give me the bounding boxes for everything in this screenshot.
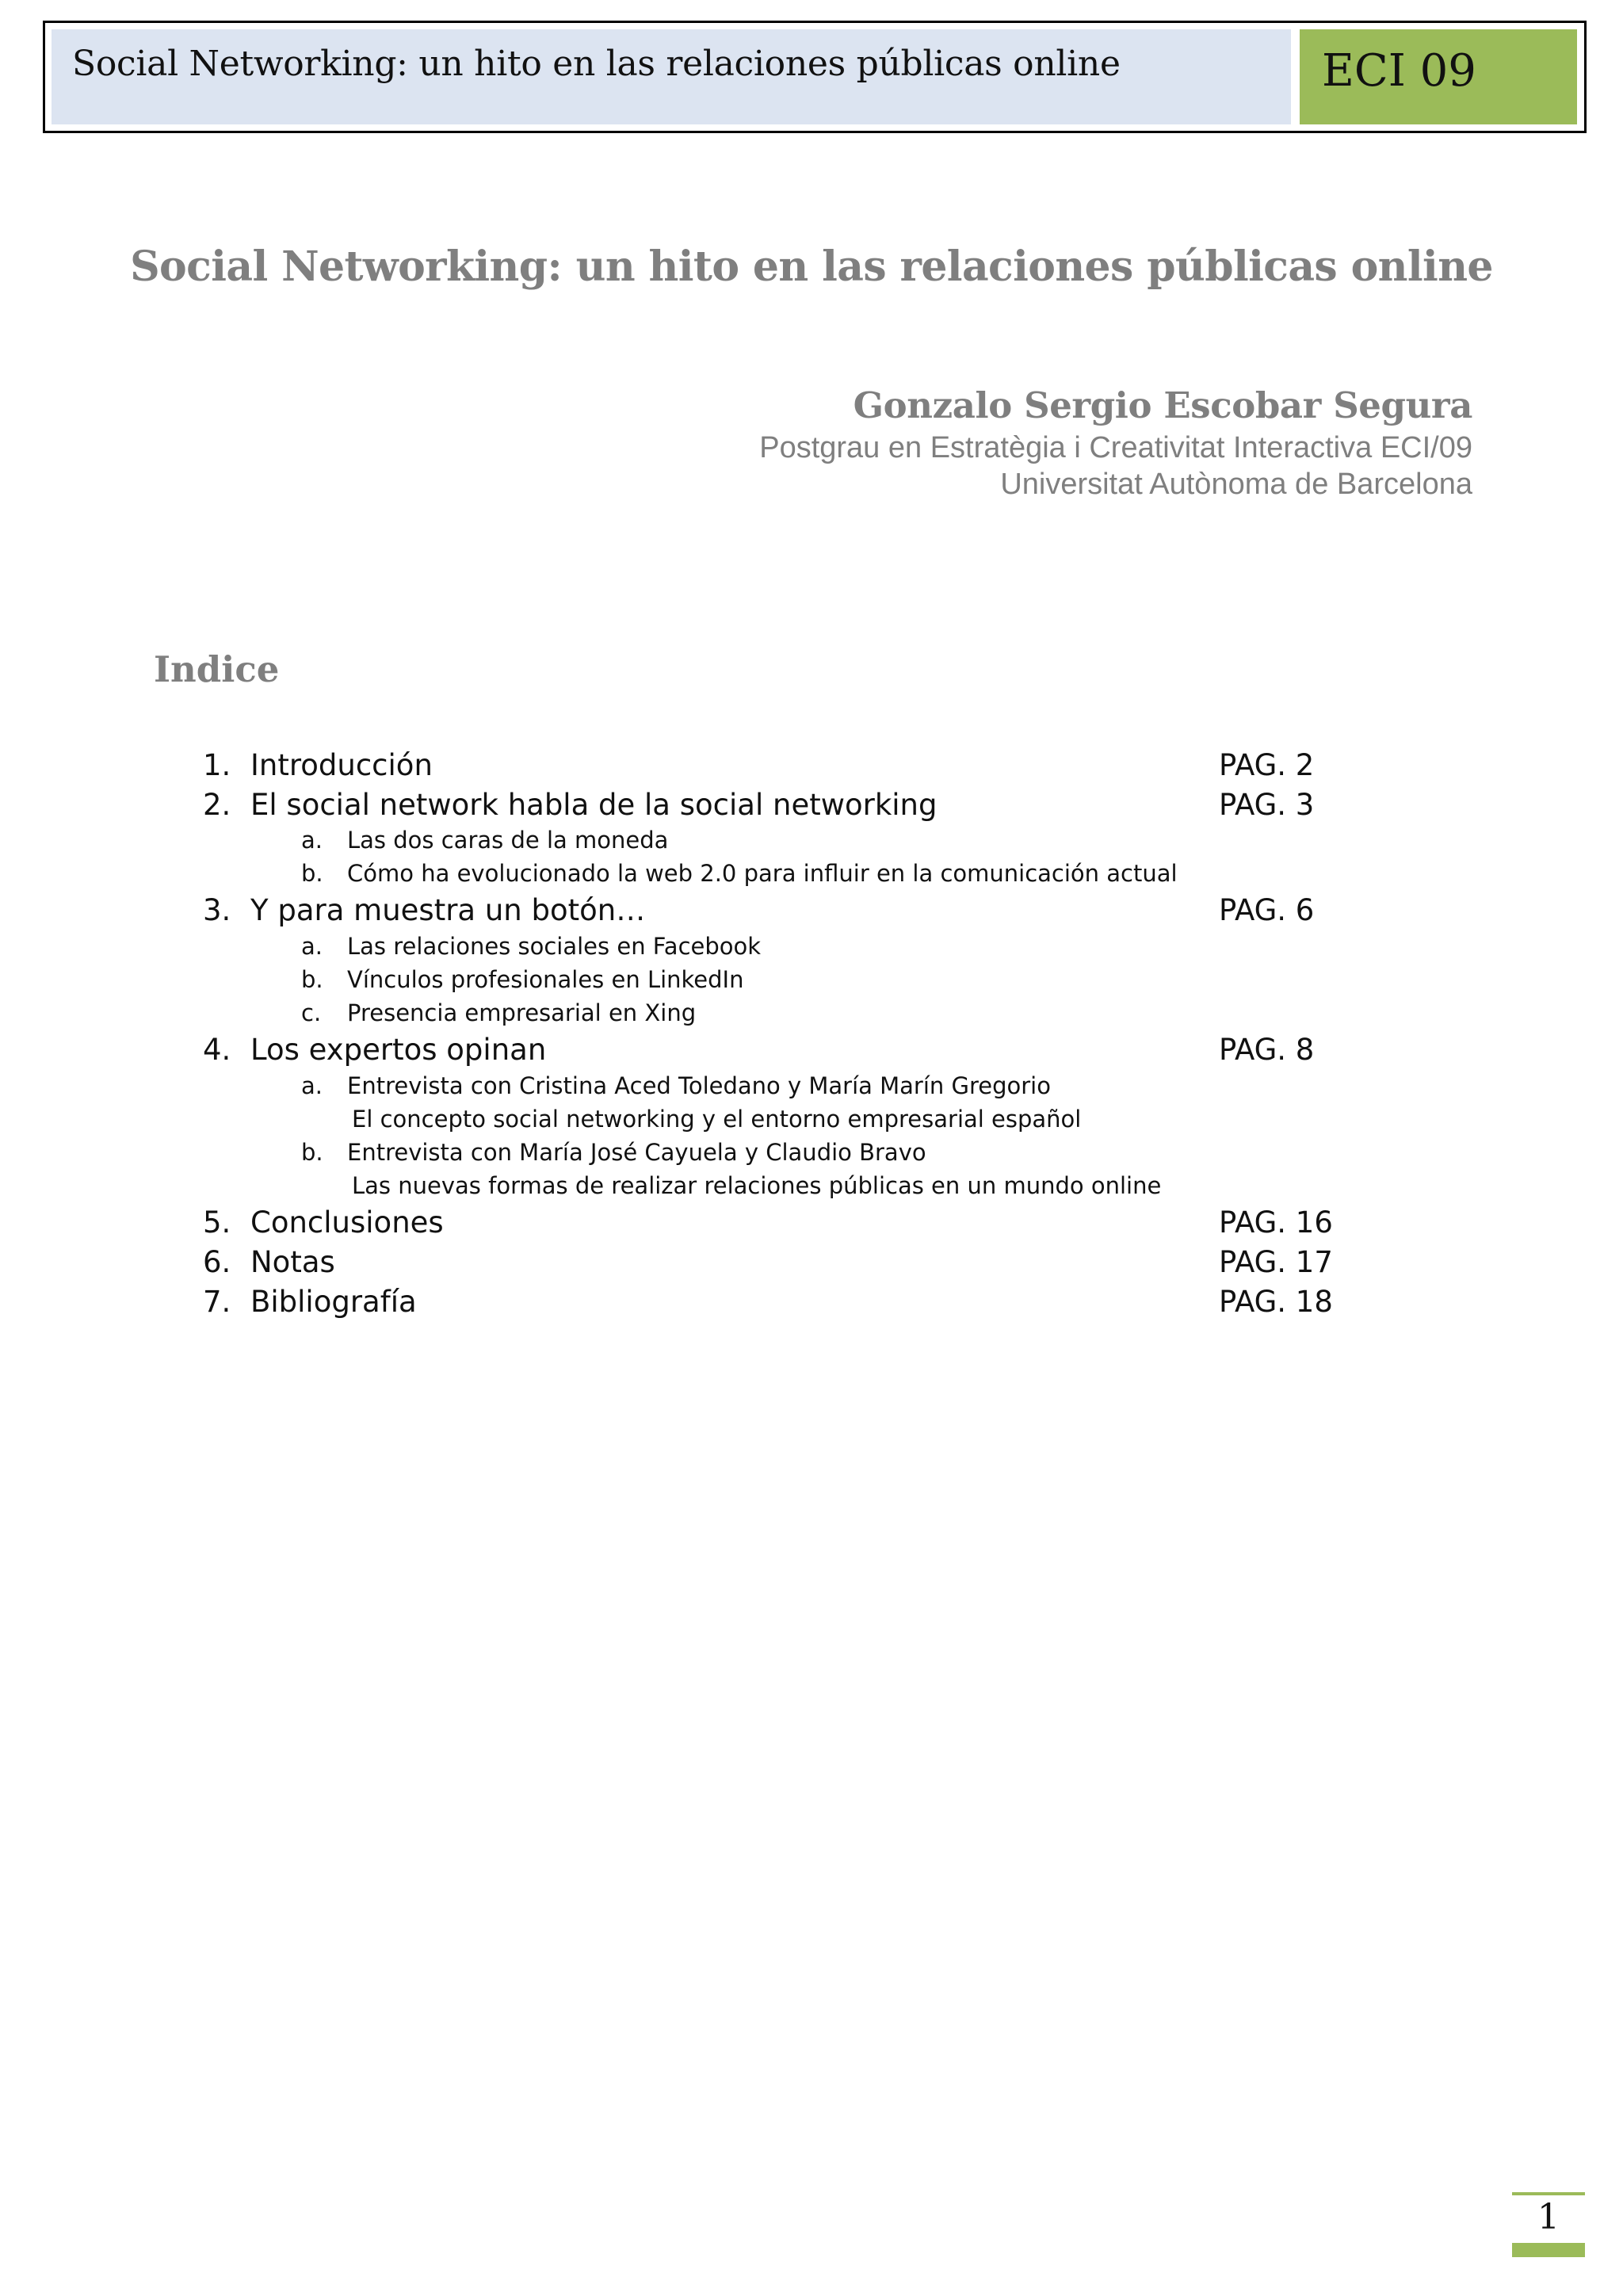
toc-sub-3a-label: Las relaciones sociales en Facebook [347,933,762,960]
toc-item-1-number: 1. [203,748,231,782]
toc-item-7-number: 7. [203,1285,231,1319]
toc-item-5-label: Conclusiones [250,1205,444,1240]
toc-sub-3c-label: Presencia empresarial en Xing [347,999,697,1026]
toc-sub-4a-letter: a. [301,1072,323,1099]
toc-item-7-page: PAG. 18 [1219,1285,1333,1319]
footer-rule-top [1512,2192,1585,2195]
footer-rule-bottom [1512,2243,1585,2257]
toc-item-2-number: 2. [203,788,231,822]
header-code: ECI 09 [1300,29,1577,124]
toc-sub-3b-letter: b. [301,966,323,993]
toc-item-4-page: PAG. 8 [1219,1033,1315,1067]
toc-sub-2a-letter: a. [301,827,323,854]
toc-sub-2b-letter: b. [301,860,323,887]
toc-sub-4a-label: Entrevista con Cristina Aced Toledano y María Marín Gregorio [347,1072,1051,1099]
header-title: Social Networking: un hito en las relaciones públicas online [52,29,1291,124]
toc-item-5-page: PAG. 16 [1219,1205,1333,1240]
program-name: Postgrau en Estratègia i Creativitat Interactiva ECI/09 [759,431,1472,464]
toc-sub-4b-letter: b. [301,1139,323,1166]
toc-sub-4b-detail: Las nuevas formas de realizar relaciones públicas en un mundo online [352,1172,1162,1199]
toc-item-4-number: 4. [203,1033,231,1067]
toc-sub-3b-label: Vínculos profesionales en LinkedIn [347,966,744,993]
toc-item-6-label: Notas [250,1245,335,1279]
university-name: Universitat Autònoma de Barcelona [1000,468,1472,501]
index-heading: Indice [154,648,280,690]
document-title: Social Networking: un hito en las relaciones públicas online [130,243,1493,291]
toc-item-2-label: El social network habla de la social networking [250,788,938,822]
toc-sub-2b-label: Cómo ha evolucionado la web 2.0 para influir en la comunicación actual [347,860,1178,887]
toc-item-7-label: Bibliografía [250,1285,417,1319]
toc-sub-3a-letter: a. [301,933,323,960]
toc-item-3-label: Y para muestra un botón… [250,893,646,927]
toc-sub-4b-label: Entrevista con María José Cayuela y Claudio Bravo [347,1139,926,1166]
toc-sub-2a-label: Las dos caras de la moneda [347,827,669,854]
toc-item-4-label: Los expertos opinan [250,1033,547,1067]
author-block [759,382,1472,502]
toc-item-3-number: 3. [203,893,231,927]
page-number: 1 [1537,2197,1560,2237]
toc-item-6-number: 6. [203,1245,231,1279]
toc-item-6-page: PAG. 17 [1219,1245,1333,1279]
toc-item-3-page: PAG. 6 [1219,893,1315,927]
page-header [43,21,1587,133]
toc-item-5-number: 5. [203,1205,231,1240]
toc-item-1-page: PAG. 2 [1219,748,1315,782]
toc-sub-3c-letter: c. [301,999,322,1026]
author-name: Gonzalo Sergio Escobar Segura [853,384,1472,426]
toc-item-2-page: PAG. 3 [1219,788,1315,822]
toc-item-1-label: Introducción [250,748,433,782]
toc-sub-4a-detail: El concepto social networking y el entorno empresarial español [352,1106,1082,1133]
